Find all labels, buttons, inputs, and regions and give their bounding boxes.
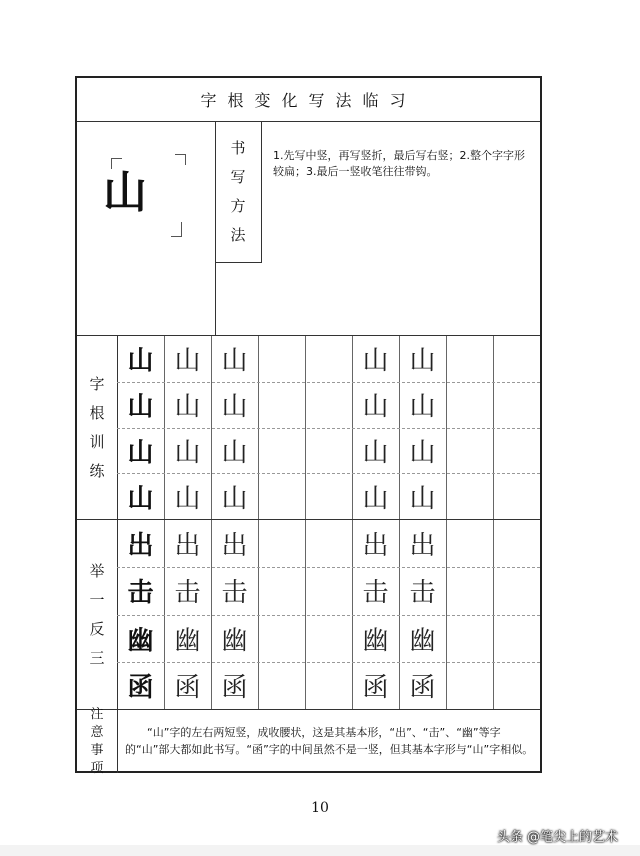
practice-character: 山	[174, 392, 201, 423]
sheet-title: 字根变化写法临习	[200, 91, 417, 110]
practice-character: 山	[174, 483, 201, 514]
practice-character: 出	[409, 531, 436, 562]
practice-character: 击	[127, 578, 154, 609]
practice-character: 山	[174, 437, 201, 468]
method-label	[215, 122, 262, 263]
model-character: 山	[103, 167, 147, 218]
practice-character: 出	[221, 531, 248, 562]
examples-grid	[117, 520, 540, 709]
label-char: 三	[89, 648, 105, 667]
practice-character: 山	[221, 437, 248, 468]
practice-character: 山	[127, 483, 154, 514]
notes-label	[77, 706, 118, 776]
practice-character: 出	[362, 531, 389, 562]
practice-character: 山	[409, 483, 436, 514]
practice-character: 幽	[221, 625, 248, 656]
practice-character: 山	[362, 392, 389, 423]
practice-character: 函	[221, 672, 248, 703]
practice-character: 函	[409, 672, 436, 703]
label-char: 一	[89, 590, 105, 609]
label-char: 项	[90, 760, 104, 776]
practice-sheet	[75, 76, 542, 776]
practice-character: 山	[221, 483, 248, 514]
practice-character: 击	[221, 578, 248, 609]
practice-character: 山	[127, 392, 154, 423]
label-char: 注	[90, 706, 104, 722]
practice-character: 山	[409, 346, 436, 377]
practice-character: 幽	[174, 625, 201, 656]
frame-corner	[175, 154, 186, 165]
page-number: 10	[311, 800, 329, 816]
practice-character: 幽	[409, 625, 436, 656]
training-grid	[117, 336, 540, 519]
label-char: 举	[89, 561, 105, 580]
practice-character: 幽	[127, 625, 154, 656]
training-section	[77, 336, 540, 520]
label-char: 书	[230, 139, 246, 157]
practice-character: 山	[409, 392, 436, 423]
label-char: 根	[89, 403, 105, 422]
label-char: 练	[89, 461, 105, 480]
label-char: 训	[89, 432, 105, 451]
training-label	[77, 336, 118, 519]
bottom-bar	[0, 845, 640, 856]
examples-section	[77, 520, 540, 710]
label-char: 意	[90, 724, 104, 740]
model-character-cell	[77, 122, 216, 335]
label-char: 方	[230, 197, 246, 215]
label-char: 字	[89, 374, 105, 393]
label-char: 法	[230, 226, 246, 244]
practice-character: 山	[362, 483, 389, 514]
practice-character: 函	[362, 672, 389, 703]
practice-character: 山	[362, 346, 389, 377]
practice-character: 出	[127, 531, 154, 562]
label-char: 写	[230, 168, 246, 186]
watermark: 头条 @笔尖上的艺术	[496, 830, 618, 845]
practice-character: 出	[174, 531, 201, 562]
notes-text: “山”字的左右两短竖，成收腰状，这是其基本形，“出”、“击”、“幽”等字的“山”部大都如此书写。“函”字的中间虽然不是一竖，但其基本字形与“山”字相似。	[125, 726, 534, 756]
practice-character: 击	[409, 578, 436, 609]
label-char: 反	[89, 619, 105, 638]
practice-character: 山	[409, 437, 436, 468]
practice-character: 山	[174, 346, 201, 377]
examples-label	[77, 520, 118, 709]
practice-character: 山	[362, 437, 389, 468]
practice-character: 幽	[362, 625, 389, 656]
label-char: 事	[90, 742, 104, 758]
practice-character: 山	[127, 346, 154, 377]
frame-corner	[171, 222, 182, 237]
practice-character: 击	[174, 578, 201, 609]
practice-character: 函	[127, 672, 154, 703]
notes-section	[77, 706, 540, 776]
header-section	[77, 122, 540, 336]
sheet-title-row	[77, 78, 540, 122]
practice-character: 山	[221, 392, 248, 423]
practice-character: 函	[174, 672, 201, 703]
practice-character: 山	[127, 437, 154, 468]
practice-character: 击	[362, 578, 389, 609]
practice-character: 山	[221, 346, 248, 377]
method-text: 1.先写中竖，再写竖折，最后写右竖；2.整个字字形较扁；3.最后一竖收笔往往带钩。	[273, 149, 525, 178]
